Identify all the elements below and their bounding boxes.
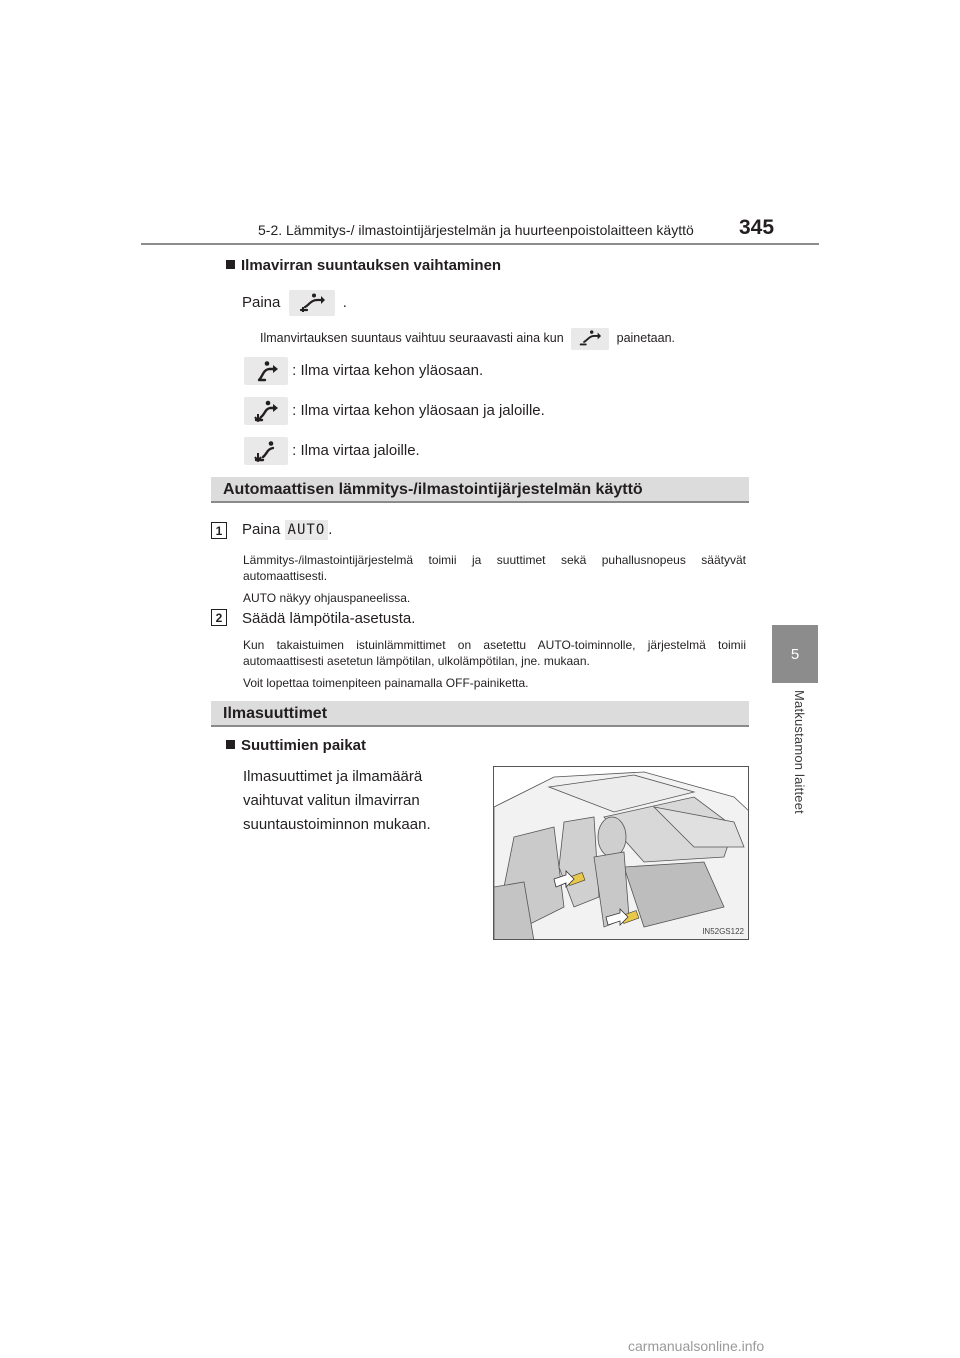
airflow-mode-button-small-icon: [571, 328, 609, 350]
step1-note: Lämmitys-/ilmastointijärjestelmä toimii ja suuttimet sekä puhallusnopeus säätyvät automaattisesti.: [243, 553, 746, 583]
section-header-auto: Automaattisen lämmitys-/ilmastointijärjestelmän käyttö: [211, 477, 749, 503]
header-divider: [141, 243, 819, 245]
chapter-tab-label: Matkustamon laitteet: [792, 690, 807, 814]
press-instruction: Paina .: [242, 290, 347, 316]
mode-row-face-feet: : Ilma virtaa kehon yläosaan ja jaloille.: [244, 397, 545, 425]
footer-watermark: carmanualsonline.info: [628, 1338, 765, 1354]
auto-button-label: AUTO: [285, 520, 329, 540]
step2-note-2: Voit lopettaa toimenpiteen painamalla OFF-painiketta.: [243, 676, 529, 690]
airflow-subhead: Ilmavirran suuntauksen vaihtaminen: [226, 257, 501, 274]
vents-subhead: Suuttimien paikat: [226, 737, 366, 754]
chapter-number: 5: [790, 645, 800, 663]
airflow-mode-button-icon: [289, 290, 335, 316]
square-bullet-icon: [226, 740, 235, 749]
step1-note-2: AUTO näkyy ohjauspaneelissa.: [243, 591, 411, 605]
step2-note: Kun takaistuimen istuinlämmittimet on asetettu AUTO-toiminnolle, järjestelmä toimii automaattisesti asetetun lämpötilan, ulkolämpötilan, jne. mukaan.: [243, 638, 746, 668]
section-header-vents: Ilmasuuttimet: [211, 701, 749, 727]
car-interior-drawing: [494, 767, 749, 940]
illustration-code: IN52GS122: [702, 927, 744, 936]
step2-instruction: Säädä lämpötila-asetusta.: [242, 610, 416, 627]
vents-body: Ilmasuuttimet ja ilmamäärä vaihtuvat valitun ilmavirran suuntaustoiminnon mukaan.: [243, 768, 431, 833]
airflow-face-icon: [244, 357, 288, 385]
running-header: 5-2. Lämmitys-/ ilmastointijärjestelmän ja huurteenpoistolaitteen käyttö: [258, 222, 694, 238]
cycle-note: Ilmanvirtauksen suuntaus vaihtuu seuraavasti aina kun painetaan.: [260, 327, 675, 350]
step1-instruction: Paina AUTO .: [242, 521, 333, 538]
step-number-2: 2: [211, 609, 227, 626]
page-number: 345: [739, 216, 775, 239]
chapter-tab: [772, 625, 818, 683]
airflow-feet-icon: [244, 437, 288, 465]
square-bullet-icon: [226, 260, 235, 269]
mode-row-face: : Ilma virtaa kehon yläosaan.: [244, 357, 483, 385]
mode-row-feet: : Ilma virtaa jaloille.: [244, 437, 420, 465]
airflow-face-feet-icon: [244, 397, 288, 425]
step-number-1: 1: [211, 522, 227, 539]
vent-locations-illustration: [493, 766, 749, 940]
